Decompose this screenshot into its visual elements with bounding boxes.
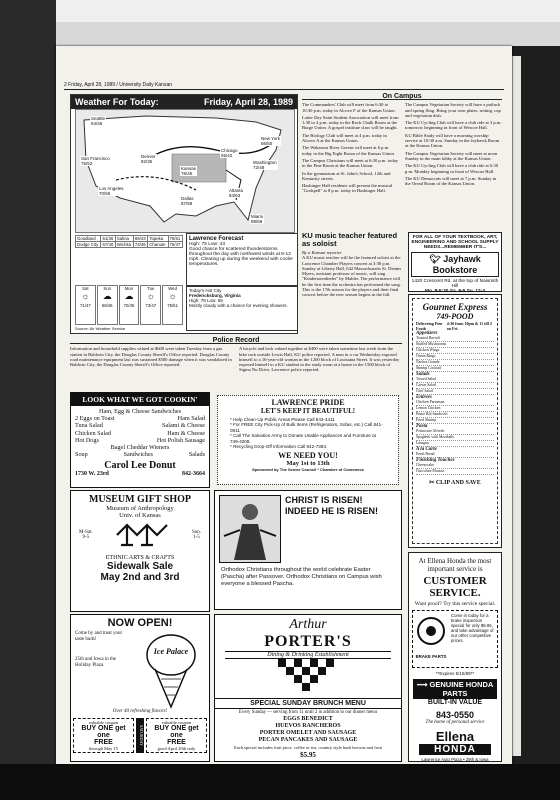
lawrence-title: LAWRENCE PRIDE — [271, 398, 345, 407]
clip-and-save: ✂ CLIP AND SAVE — [429, 480, 481, 486]
lawrence-forecast — [186, 233, 298, 287]
menu-item: Shrimp Cocktail — [416, 366, 494, 372]
police-record-col1: Information and household supplies valued at $600 were taken Tuesday from a gas station in Baldwin City, the Douglas County Sheriff's Office reported. Douglas County road maintenance equipment last was sustained $500 damage when it was vandalized in Baldwin City, the Douglas County Sheriff's Office reported. — [70, 346, 232, 368]
map-city-denver: Denver 82/35 — [141, 154, 156, 164]
ice-palace-logo — [133, 629, 209, 709]
table-row: Dodge City 67/40 Wichita 73/46 Chanute 76/47 — [76, 242, 183, 248]
story-headline: KU music teacher featured as soloist — [302, 231, 398, 248]
cloud-icon: ☁ — [102, 291, 112, 301]
menu-section: Pasta — [416, 424, 428, 429]
story-byline: By a Kansan reporter — [302, 250, 342, 255]
menu-item: Toasted Ravioli — [416, 336, 494, 342]
bookstore-name: 🐦︎ Jayhawk Bookstore — [411, 252, 499, 277]
ad-tagline: FOR ALL OF YOUR TEXTBOOK, ART, ENGINEERING AND SCHOOL SUPPLY NEEDS...REMEMBER IT'S... — [411, 235, 499, 250]
porter-footnote: Each special includes fruit juice, coffee or tea, country style hash browns and fruit — [234, 745, 382, 750]
weather-source: Source: Air Weather Service — [75, 326, 126, 331]
carol-menu — [71, 406, 209, 460]
list-item: * Help Clean-Up Public Areas Please Call 843-4411 — [230, 417, 335, 422]
forecast-day: Mon ☁ 70/45 — [119, 285, 140, 325]
list-item: * Recycling Drop-Off Information Call 842-7383. — [230, 444, 328, 450]
carol-title: LOOK WHAT WE GOT COOKIN' — [71, 393, 209, 406]
story-body: A KU music teacher will be the featured soloist at the Lawrence Chamber Players concert at 3:30 p.m. Sunday at Liberty Hall, 642 Massachusetts St. Dennis Myers, assistant professor of music, will sing "Kindertotenlieder" by Mahler. The performance will be the first time the orchestra has performed the song. This is the 17th season for the players and their final concert before the new season begins in the fall. — [302, 255, 402, 298]
menu-item: Tuna Salad Salami & Cheese — [75, 422, 205, 430]
sun-icon: ☼ — [168, 291, 177, 301]
icon-painting-image — [219, 495, 281, 563]
weather-box — [70, 94, 298, 334]
menu-section: A la Carte — [416, 447, 437, 452]
cloud-icon: ☁ — [124, 291, 134, 301]
gourmet-phone: 749-POOD — [436, 312, 474, 321]
porter-brunch-title: SPECIAL SUNDAY BRUNCH MENU — [215, 698, 401, 709]
list-item: The Wakarusa River Greens will meet at 6 p.m. today in the Big Eight Room of the Kansas Union. — [302, 145, 395, 156]
page-header — [64, 82, 504, 92]
menu-item: PECAN PANCAKES AND SAUSAGE — [258, 737, 358, 743]
list-item: The Commanders' Club will meet from 6:30 to 10:30 p.m. today in Alcove F of the Kansas Union. — [302, 102, 396, 113]
porter-name-2: PORTER'S — [264, 633, 352, 650]
bookstore-hours: Mo. 8-5:30 Sa. 9-5 Su. 12-4 — [425, 289, 485, 294]
gourmet-tagline: Delivering Fine Foods 4:30 from 10pm & 11 till 2 on Fri. — [416, 321, 492, 331]
list-item: In the gymnasium at St. John's School, 12th and Kentucky streets. — [302, 170, 391, 181]
menu-item: Chicken Wings — [416, 348, 494, 354]
police-record-col2: A bicycle and lock valued together at $400 were taken sometime last week from the bike rack outside Lewis Hall, KU police reported. A man in a car Wednesday exposed himself to a 16-year-old woman in the 1200 block of Louisiana Street. It was yesterday exposed himself to a KU student in the study room at a house in the 1500 block of Sigma Nu Drive, Lawrence police reported. — [239, 346, 400, 373]
carol-name: Carol Lee Donut — [104, 460, 176, 472]
museum-title: MUSEUM GIFT SHOP — [88, 494, 192, 505]
list-item: The Campus Vegetarian Society will have a potluck and spring fling. Bring your own plates, setting, cup and vegetarian dish. — [405, 102, 501, 118]
checker-diamond-logo — [268, 659, 348, 693]
scissors-icon: ✂ — [429, 480, 435, 486]
honda-builtin: BUILT-IN VALUE — [427, 699, 483, 706]
list-item: The KU Democrats will meet at 7 p.m. Sunday in the Oread Room of the Kansas Union. — [405, 175, 497, 187]
map-city-kansas: Kansas 76/45 — [181, 166, 197, 176]
museum-subtitle: Museum of Anthropology — [106, 505, 174, 512]
coupon[interactable]: valuable coupon BUY ONE get one FREE good April 29th only — [146, 718, 207, 753]
museum-ethnic: ETHNIC ARTS & CRAFTS — [105, 555, 175, 561]
kansas-cities-table — [75, 235, 183, 281]
list-item: The KU Cycling Club will have a club ride at 6:30 p.m. Monday beginning in front of Wescoe Hall. — [405, 163, 499, 174]
museum-sale: Sidewalk Sale — [106, 561, 174, 572]
menu-item: Fresh Bread — [416, 452, 494, 458]
sun-icon: ☼ — [81, 291, 90, 301]
newspaper-page — [56, 46, 512, 764]
list-item: * For FREE City Pick-Up of Bulk Items (Refrigerators, Sofas, etc.) Call 841-0911 — [230, 422, 383, 433]
museum-gift-shop-ad — [70, 490, 210, 612]
carol-contact: 1730 W. 23rd 842-3664 — [75, 471, 205, 478]
map-city-miami: Miami 88/69 — [251, 214, 263, 224]
paper-edge — [512, 56, 521, 756]
five-day-forecast — [75, 285, 183, 325]
coupon[interactable]: valuable coupon BUY ONE get one FREE through May 15 — [73, 718, 134, 753]
lawrence-bullets — [230, 417, 386, 449]
menu-item: Prime Rib Sandwich — [416, 412, 494, 418]
menu-item: Spaghetti with Meatballs — [416, 435, 494, 441]
menu-item: Stuffed Mushrooms — [416, 342, 494, 348]
scan-background-bottom — [0, 764, 560, 800]
forecast-day: Wed ☼ 75/51 — [162, 285, 183, 325]
menu-item: EGGS BENEDICT — [283, 716, 333, 722]
menu-item: Fettuccine Alfredo — [416, 429, 494, 435]
header-rule — [64, 89, 504, 90]
menu-item: Onion Rings — [416, 354, 494, 360]
menu-item: Chocolate Mousse — [416, 469, 494, 475]
menu-item: HUEVOS RANCHEROS — [275, 723, 341, 729]
list-item: Hashinger Hall residents will present the musical "Godspell" at 8 p.m. today in Hashinger Hall. — [302, 183, 393, 194]
menu-item: Chicken Parmesan — [416, 400, 494, 406]
menu-item: Chicken Salad Ham & Cheese — [75, 429, 205, 437]
ku-music-story — [302, 232, 402, 350]
nowopen-sub: Come by and treat your taste buds! 25th and Iowa in the Holiday Plaza — [75, 631, 123, 668]
museum-subtitle-2: Univ. of Kansas — [119, 512, 161, 519]
lawrence-sponsor: Sponsored by The Senior Council * Chamber of Commerce — [251, 467, 365, 473]
menu-section: Appetizers — [416, 331, 438, 336]
honda-logo: HONDA — [419, 744, 491, 755]
bookstore-address: 1420 Crescent Rd. at the top of Naismith Hill — [411, 279, 499, 289]
table-row: Goodland 51/36 Salina 69/43 Topeka 75/51 — [76, 236, 183, 242]
forecast-day: Sun ☁ 68/46 — [97, 285, 118, 325]
forecast-title: Lawrence Forecast — [189, 236, 244, 242]
menu-item: Bagel Cheddar Wieners — [110, 444, 170, 452]
christ-body: Orthodox Christians throughout the world celebrate Easter (Pascha) after Passover. Orthodox Christians on Campus wish everyone a blessed Pascha. — [221, 567, 382, 587]
christ-headline: CHRIST IS RISEN! INDEED HE IS RISEN! — [285, 495, 379, 516]
ice-palace-ad — [70, 614, 210, 762]
on-campus-section — [302, 94, 502, 234]
nowopen-tag: Over 40 refreshing flavors! — [112, 709, 168, 714]
scan-background-light — [0, 0, 560, 22]
bird-motif-icon — [115, 523, 169, 547]
museum-hours: M-Sat. 9-5 Sun. 1-5 — [71, 519, 209, 551]
honda-slogan: The home of personal service — [425, 720, 485, 725]
porter-dishes — [215, 716, 401, 744]
lawrence-dates: May 1st to 13th — [286, 460, 330, 468]
police-record-section — [70, 338, 402, 390]
weather-title: Weather For Today: — [75, 97, 159, 107]
map-city-dallas: Dallas 87/59 — [181, 196, 194, 206]
coupon-side-label: SATURDAY — [136, 718, 144, 753]
map-city-los-angeles: Los Angeles 70/55 — [99, 186, 124, 196]
gourmet-title: Gourmet Express — [422, 302, 488, 312]
weather-map — [75, 109, 295, 233]
honda-wing-icon: ⟿ — [416, 680, 428, 689]
honda-brand: Ellena — [435, 729, 475, 744]
honda-expires: **Expires 5/15/89** — [435, 671, 475, 676]
jayhawk-icon: 🐦︎ — [429, 254, 441, 264]
list-item: KU Bible Study will have a morning worship service at 10:30 a.m. Sunday in the Jayhawk Room at the Kansas Union. — [405, 132, 500, 149]
weather-date: Friday, April 28, 1989 — [203, 97, 293, 107]
menu-item: Soup Sandwiches Salads — [75, 451, 205, 459]
forecast-day: Sat ☼ 71/47 — [75, 285, 96, 325]
brake-parts-image: BRAKE PARTS — [413, 611, 449, 667]
menu-item: Tossed Salad — [416, 377, 494, 383]
hot-city-box: Today's Hot City Fredericksburg, Virginia High: 78 Low: 58 Mostly cloudy with a chance for evening showers. — [186, 285, 298, 331]
arthur-porters-ad — [214, 614, 402, 762]
genuine-honda-parts: ⟿ GENUINE HONDA PARTS — [413, 679, 497, 699]
museum-dates: May 2nd and 3rd — [100, 572, 180, 583]
nowopen-title: NOW OPEN! — [107, 617, 173, 629]
list-item: The Campus Vegetarian Society will meet at noon Sunday in the main lobby at the Kansas Union. — [405, 150, 498, 161]
forecast-text: Good chance for scattered thunderstorms throughout the day with northwest winds at 8-12 mph. Clearing up during the weekend with cooler temperatures. — [189, 247, 293, 267]
menu-item: Cheesecake — [416, 463, 494, 469]
forecast-high: High: 75 — [189, 242, 207, 247]
ellena-honda-ad — [408, 552, 502, 762]
police-record-columns — [70, 346, 402, 372]
police-record-title: Police Record — [70, 338, 402, 344]
page-header-text: 2 Friday, April 28, 1989 / University Daily Kansan — [64, 82, 173, 88]
menu-item: Lemon Chicken — [416, 406, 494, 412]
menu-section: Salads — [416, 372, 430, 377]
gourmet-express-ad — [408, 294, 502, 548]
lawrence-pride-ad — [214, 392, 402, 488]
coupons — [71, 716, 209, 755]
weather-title-bar — [71, 95, 297, 109]
menu-item: PORTER OMELET AND SAUSAGE — [259, 730, 357, 736]
porter-serving: Every Sunday — serving from 11 until 2 in addition to our dinner menu — [239, 710, 377, 715]
list-item: The Campus Christians will meet at 6:30 p.m. today in the Pine Room at the Kansas Union. — [302, 157, 398, 169]
forecast-low: Low: 43 — [208, 242, 226, 247]
honda-coupon[interactable]: BRAKE PARTS Come in today for a brake inspection special for only $9.95, and take advantage of our other competitive prices. — [412, 610, 498, 668]
honda-want: Want proof? Try this service special. — [414, 601, 496, 607]
menu-item: Lasagna — [416, 441, 494, 447]
sun-icon: ☼ — [146, 291, 155, 301]
map-city-chicago: Chicago 65/42 — [221, 148, 238, 158]
honda-big: CUSTOMER SERVICE. — [423, 575, 487, 599]
porter-tag: Dining & Drinking Establishment — [225, 651, 391, 659]
map-city-seattle: Seattle 64/46 — [91, 116, 106, 126]
menu-item: Fried Shrimp — [416, 418, 494, 424]
map-city-san-francisco: San Francisco 75/52 — [81, 156, 110, 166]
menu-section: Finishing Touches — [416, 458, 455, 463]
on-campus-title: On Campus — [302, 94, 502, 100]
map-city-atlanta: Atlanta 84/63 — [229, 188, 244, 198]
menu-item: Caesar Salad — [416, 383, 494, 389]
menu-section: Entrees — [416, 395, 432, 400]
jayhawk-bookstore-ad — [408, 232, 502, 292]
map-city-washington: Washington 72/48 — [253, 160, 277, 170]
ice-cream-cone-icon — [133, 629, 209, 709]
menu-item: 2 Eggs on Toast Ham Salad — [75, 415, 205, 423]
menu-item: Hot Dogs Hot Polish Sausage — [75, 436, 205, 444]
porter-name: Arthur — [289, 617, 327, 632]
forecast-day: Tue ☼ 73/47 — [140, 285, 161, 325]
lawrence-need: WE NEED YOU! — [278, 451, 338, 461]
map-city-new-york: New York 66/50 — [261, 136, 281, 146]
porter-price: $5.95 — [300, 751, 316, 759]
ice-palace-name: Ice Palace — [153, 647, 189, 656]
list-item: The KU Cycling Club will have a club ride at 3 p.m. tomorrow beginning in front of Wescoe Hall. — [405, 120, 502, 131]
carol-lee-donut-ad — [70, 392, 210, 488]
list-item: Latter Day Saint Student Association will meet from 1:30 to 4 p.m. today in the Rock Chalk Room at the Burge Union. A gospel institute class will be taught. — [302, 114, 399, 131]
list-item: The Biology Club will meet at 4 p.m. today in Alcove A at the Kansas Union. — [302, 132, 387, 144]
list-item: * Call The Salvation Army to Donate Usable Appliances and Furniture at 749-4208. — [230, 433, 376, 444]
honda-line1: At Ellena Honda the most important service is — [418, 557, 492, 573]
orthodox-easter-ad — [214, 490, 402, 610]
honda-phone: 843-0550 — [435, 710, 475, 720]
menu-item: Chef Salad — [416, 389, 494, 395]
on-campus-items — [302, 102, 502, 193]
lawrence-subtitle: LET'S KEEP IT BEAUTIFUL! — [260, 407, 356, 415]
scan-background-left — [0, 0, 56, 800]
hot-city-name: Fredericksburg, Virginia — [189, 293, 241, 298]
honda-address: Lawrence Auto Plaza • 29th & Iowa — [421, 757, 489, 762]
menu-item: Nachos Grande — [416, 360, 494, 366]
menu-item: Ham, Egg & Cheese Sandwiches — [99, 408, 181, 415]
